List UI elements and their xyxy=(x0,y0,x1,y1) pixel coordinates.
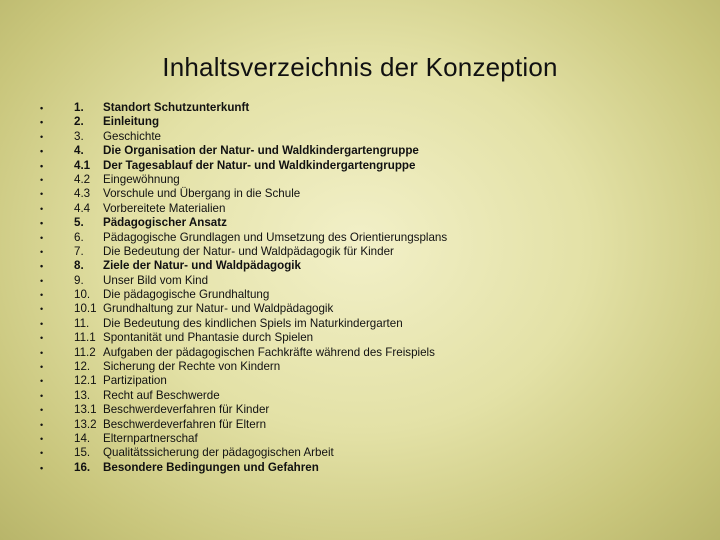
list-item xyxy=(40,259,680,273)
bullet-icon: • xyxy=(40,347,44,358)
list-item xyxy=(40,346,680,360)
item-number: 6. xyxy=(74,230,84,244)
list-item xyxy=(40,101,680,115)
list-item xyxy=(40,331,680,345)
list-item xyxy=(40,446,680,460)
bullet-icon: • xyxy=(40,318,44,329)
item-text: Unser Bild vom Kind xyxy=(103,273,209,287)
list-item xyxy=(40,130,680,144)
item-number: 11.1 xyxy=(74,331,96,345)
bullet-icon: • xyxy=(40,218,44,229)
item-number: 11. xyxy=(74,316,90,330)
list-item xyxy=(40,144,680,158)
item-text: Eingewöhnung xyxy=(103,172,180,186)
list-item xyxy=(40,187,680,201)
item-text: Beschwerdeverfahren für Eltern xyxy=(103,417,267,431)
item-number: 1. xyxy=(74,101,84,114)
item-text: Partizipation xyxy=(103,374,167,388)
item-number: 16. xyxy=(74,460,91,474)
item-text: Der Tagesablauf der Natur- und Waldkindergartengruppe xyxy=(103,158,416,172)
item-number: 5. xyxy=(74,216,84,230)
item-number: 13.2 xyxy=(74,417,97,431)
item-text: Vorschule und Übergang in die Schule xyxy=(103,187,301,201)
list-item xyxy=(40,274,680,288)
item-text: Vorbereitete Materialien xyxy=(103,201,226,215)
list-item xyxy=(40,461,680,475)
bullet-icon: • xyxy=(40,261,44,272)
item-text: Die Organisation der Natur- und Waldkindergartengruppe xyxy=(103,144,419,158)
item-text: Besondere Bedingungen und Gefahren xyxy=(103,460,319,474)
list-item xyxy=(40,317,680,331)
item-number: 2. xyxy=(74,115,84,129)
bullet-icon: • xyxy=(40,362,44,373)
item-number: 4. xyxy=(74,144,84,158)
list-item xyxy=(40,403,680,417)
table-of-contents xyxy=(40,101,680,475)
item-text: Aufgaben der pädagogischen Fachkräfte während des Freispiels xyxy=(103,345,435,359)
item-text: Pädagogischer Ansatz xyxy=(103,216,227,230)
list-item xyxy=(40,374,680,388)
item-number: 7. xyxy=(74,244,84,258)
item-text: Sicherung der Rechte von Kindern xyxy=(103,360,281,374)
bullet-icon: • xyxy=(40,376,44,387)
bullet-icon: • xyxy=(40,232,44,243)
bullet-icon: • xyxy=(40,146,44,157)
bullet-icon: • xyxy=(40,419,44,430)
bullet-icon: • xyxy=(40,304,44,315)
bullet-icon: • xyxy=(40,189,44,200)
item-number: 14. xyxy=(74,431,91,445)
list-item xyxy=(40,360,680,374)
item-number: 3. xyxy=(74,129,84,143)
item-number: 13. xyxy=(74,388,91,402)
item-number: 10. xyxy=(74,288,91,302)
item-text: Pädagogische Grundlagen und Umsetzung des Orientierungsplans xyxy=(103,230,448,244)
bullet-icon: • xyxy=(40,390,44,401)
bullet-icon: • xyxy=(40,131,44,142)
item-number: 12.1 xyxy=(74,374,97,388)
item-number: 15. xyxy=(74,446,91,460)
list-item xyxy=(40,302,680,316)
list-item xyxy=(40,231,680,245)
item-text: Spontanität und Phantasie durch Spielen xyxy=(103,331,314,345)
item-text: Ziele der Natur- und Waldpädagogik xyxy=(103,259,301,273)
item-text: Geschichte xyxy=(103,129,161,143)
bullet-icon: • xyxy=(40,290,44,301)
item-text: Die pädagogische Grundhaltung xyxy=(103,288,270,302)
bullet-icon: • xyxy=(40,433,44,444)
item-number: 10.1 xyxy=(74,302,97,316)
page-title: Inhaltsverzeichnis der Konzeption xyxy=(162,52,558,82)
item-number: 8. xyxy=(74,259,84,273)
list-item xyxy=(40,418,680,432)
bullet-icon: • xyxy=(40,103,44,113)
bullet-icon: • xyxy=(40,275,44,286)
list-item xyxy=(40,115,680,129)
item-number: 9. xyxy=(74,273,84,287)
bullet-icon: • xyxy=(40,462,44,473)
list-item xyxy=(40,216,680,230)
item-text: Grundhaltung zur Natur- und Waldpädagogik xyxy=(103,302,334,316)
item-text: Qualitätssicherung der pädagogischen Arbeit xyxy=(103,446,334,460)
item-text: Standort Schutzunterkunft xyxy=(103,101,250,114)
item-number: 4.1 xyxy=(74,158,91,172)
bullet-icon: • xyxy=(40,203,44,214)
item-number: 4.4 xyxy=(74,201,91,215)
item-number: 12. xyxy=(74,360,91,374)
list-item xyxy=(40,389,680,403)
item-text: Recht auf Beschwerde xyxy=(103,388,220,402)
list-item xyxy=(40,159,680,173)
bullet-icon: • xyxy=(40,405,44,416)
item-text: Die Bedeutung des kindlichen Spiels im Naturkindergarten xyxy=(103,316,403,330)
item-number: 11.2 xyxy=(74,345,96,359)
bullet-icon: • xyxy=(40,448,44,459)
list-item xyxy=(40,288,680,302)
list-item xyxy=(40,173,680,187)
list-item xyxy=(40,245,680,259)
item-text: Elternpartnerschaf xyxy=(103,431,198,445)
bullet-icon: • xyxy=(40,160,44,171)
list-item xyxy=(40,432,680,446)
item-text: Einleitung xyxy=(103,115,160,129)
bullet-icon: • xyxy=(40,246,44,257)
item-text: Die Bedeutung der Natur- und Waldpädagogik für Kinder xyxy=(103,244,394,258)
bullet-icon: • xyxy=(40,117,44,128)
item-number: 4.2 xyxy=(74,172,91,186)
item-text: Beschwerdeverfahren für Kinder xyxy=(103,403,270,417)
bullet-icon: • xyxy=(40,174,44,185)
item-number: 13.1 xyxy=(74,403,97,417)
list-item xyxy=(40,202,680,216)
item-number: 4.3 xyxy=(74,187,91,201)
bullet-icon: • xyxy=(40,333,44,344)
